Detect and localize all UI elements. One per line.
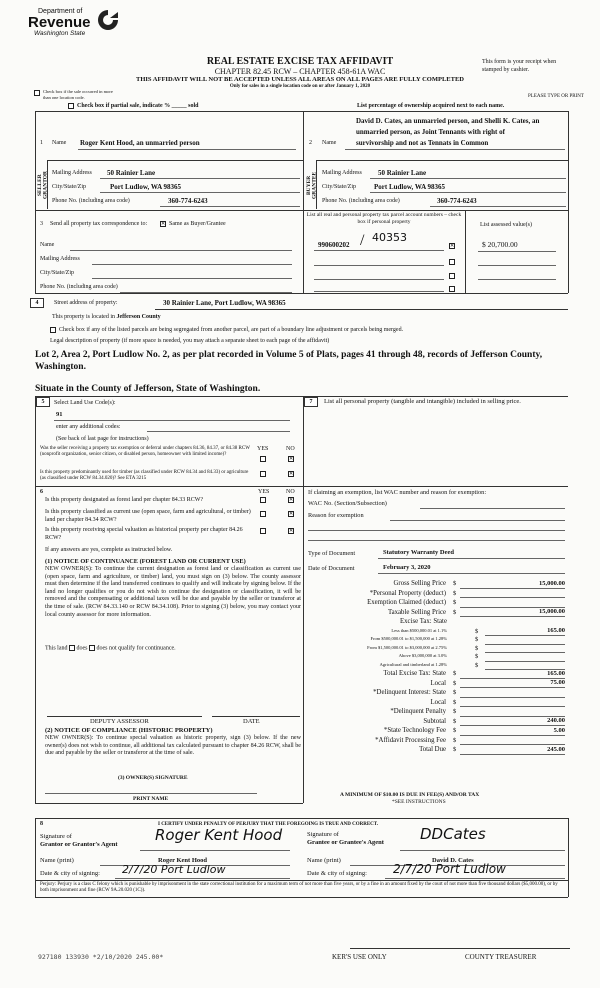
chapter: CHAPTER 82.45 RCW – CHAPTER 458-61A WAC: [214, 67, 386, 76]
sec6-q2-yes[interactable]: [260, 511, 266, 517]
currency-sign: $: [453, 708, 457, 715]
buyer-grantee-label: BUYER GRANTEE: [306, 171, 318, 199]
personal-property-label: List all personal property (tangible and intangible) included in selling price.: [324, 398, 521, 405]
currency-sign: $: [453, 589, 457, 597]
seller-phone-label: Phone No. (including area code): [52, 198, 130, 204]
buyer-mailing[interactable]: 50 Rainier Lane: [378, 169, 427, 177]
section-6-number: 6: [40, 489, 43, 495]
tax-row-label: *Delinquent Interest: State: [373, 689, 446, 696]
buyer-name-line-2[interactable]: unmarried person, as Joint Tennants with right of: [356, 128, 505, 136]
county-line: [52, 314, 161, 321]
warning: THIS AFFIDAVIT WILL NOT BE ACCEPTED UNLESS ALL AREAS ON ALL PAGES ARE FULLY COMPLETED: [136, 76, 464, 83]
sec6-q1-yes[interactable]: [260, 497, 266, 503]
seller-grantor-label: SELLER GRANTOR: [37, 171, 49, 200]
street-address-label: Street address of property:: [54, 300, 118, 306]
only-for: Only for sales in a single location code on or after January 1, 2020: [229, 84, 371, 89]
tax-row-line: [485, 661, 565, 662]
legal-description-line-2[interactable]: Washington.: [35, 362, 86, 372]
sec3-mailing-label: Mailing Address: [40, 256, 80, 262]
tax-row-line: [460, 725, 565, 726]
county-prefix: This property is located in: [52, 314, 115, 320]
tax-row-line: [460, 597, 565, 598]
seller-mailing[interactable]: 50 Rainier Lane: [107, 169, 156, 177]
tax-row-line: [485, 644, 565, 645]
dor-logo: [28, 8, 91, 38]
see-instructions: *SEE INSTRUCTIONS: [392, 799, 446, 805]
grantee-sig-label-1: Signature of: [307, 831, 339, 838]
does-label: does: [76, 645, 88, 652]
does-not-label: does not qualify for continuance.: [96, 645, 176, 652]
logo-dept: Department of: [38, 8, 83, 15]
tax-row-label: From $500,000.01 to $1,500,000 at 1.28%: [370, 636, 447, 641]
seller-name[interactable]: Roger Kent Hood, an unmarried person: [80, 139, 200, 147]
tax-row-label: *Personal Property (deduct): [369, 589, 446, 597]
land-use-code[interactable]: 91: [56, 411, 63, 418]
tax-row-label: Agricultural and timberland at 1.28%: [379, 661, 447, 667]
tax-row-line: [460, 588, 565, 589]
sec6-question-1: Is this property designated as forest land per chapter 84.33 RCW?: [45, 497, 204, 503]
grantor-date-city[interactable]: 2/7/20 Port Ludlow: [122, 863, 226, 876]
does-not-qualify-checkbox[interactable]: [89, 645, 95, 651]
tax-row-label: *Affidavit Processing Fee: [375, 736, 446, 744]
tax-row-label: Exemption Claimed (deduct): [367, 599, 446, 606]
reason-label: Reason for exemption: [308, 512, 364, 519]
minimum-note: A MINIMUM OF $10.00 IS DUE IN FEE(S) AND/OR TAX: [340, 792, 480, 798]
grantee-date-label: Date & city of signing:: [307, 870, 367, 877]
logo-name: Revenue: [28, 14, 91, 32]
tax-row-label: Excise Tax: State: [400, 618, 447, 625]
tax-row-label: Less than $500,000.01 at 1.1%: [391, 627, 447, 633]
sec5-q1-yes[interactable]: [260, 456, 266, 462]
parcel-handwritten-1: 40353: [372, 231, 407, 244]
notice-compliance-title: (2) NOTICE OF COMPLIANCE (HISTORIC PROPERTY): [45, 727, 213, 734]
tax-row-label: Taxable Selling Price: [387, 608, 446, 616]
please-type: PLEASE TYPE OR PRINT: [528, 94, 584, 99]
sec6-no-header: NO: [286, 489, 295, 495]
currency-sign: $: [453, 698, 457, 706]
grantor-name-print[interactable]: Roger Kent Hood: [158, 857, 207, 864]
currency-sign: $: [453, 717, 457, 725]
segregate-label: Check box if any of the listed parcels are being segregated from another parcel, are part of a boundary line adjustment or parcels being merged.: [59, 327, 404, 333]
tax-row-line: [460, 706, 565, 707]
section-4-number: 4: [30, 298, 44, 308]
personal-property-checkbox-1[interactable]: [449, 243, 455, 249]
certify-statement: I CERTIFY UNDER PENALTY OF PERJURY THAT THE FOREGOING IS TRUE AND CORRECT.: [158, 822, 379, 827]
tax-row-value[interactable]: 165.00: [547, 627, 565, 634]
currency-sign: $: [453, 670, 457, 677]
additional-codes-label: enter any additional codes:: [56, 424, 121, 430]
sec3-name-label: Name: [40, 242, 55, 248]
currency-sign: $: [453, 727, 457, 734]
personal-property-checkbox-3[interactable]: [449, 273, 455, 279]
section-7-number: 7: [304, 397, 318, 407]
deputy-assessor-label: DEPUTY ASSESSOR: [90, 718, 149, 725]
seller-name-label: Name: [52, 140, 67, 146]
section-3-number: 3: [40, 221, 43, 227]
wac-label: WAC No. (Section/Subsection): [308, 500, 387, 507]
grantee-name-print[interactable]: David D. Cates: [432, 857, 474, 864]
buyer-name-line-1[interactable]: David D. Cates, an unmarried person, and Shelli K. Cates, an: [356, 117, 540, 125]
logo-state: Washington State: [34, 30, 86, 38]
multi-location-label: Check box if the sale occurred in more than one location code.: [43, 89, 113, 100]
sec5-q1-no[interactable]: [288, 456, 294, 462]
tax-row-line: [485, 635, 565, 636]
personal-property-checkbox-4[interactable]: [449, 286, 455, 292]
currency-sign: $: [475, 661, 479, 669]
see-back: (See back of last page for instructions): [56, 436, 149, 442]
buyer-name-label: Name: [322, 140, 337, 146]
perjury-note: Perjury: Perjury is a class C felony which is punishable by imprisonment in the state correctional institution for a maximum term of not more than five years, or by a fine in an amount fixed by the court of not more than five thousand dollars ($5,000.00), or by both imprisonment and fine (RCW 9A.20.020 (1C)).: [40, 882, 558, 894]
section-2-number: 2: [309, 140, 312, 146]
list-pct-label: List percentage of ownership acquired next to each name.: [357, 103, 505, 109]
currency-sign: $: [453, 608, 457, 616]
use-only-label: KER'S USE ONLY: [332, 953, 387, 961]
currency-sign: $: [453, 580, 457, 587]
street-address[interactable]: 30 Rainier Lane, Port Ludlow, WA 98365: [163, 299, 286, 307]
legal-description-line-1[interactable]: Lot 2, Area 2, Port Ludlow No. 2, as per plat recorded in Volume 5 of Plats, pages 41 through 48, records of Jefferson County,: [35, 350, 543, 360]
seller-city[interactable]: Port Ludlow, WA 98365: [110, 183, 182, 191]
doc-type-label: Type of Document: [308, 550, 356, 557]
sec5-q2-yes[interactable]: [260, 471, 266, 477]
tax-row-line: [460, 697, 565, 698]
tax-row-label: Local: [430, 679, 446, 687]
buyer-name-line-3[interactable]: survivorship and not as Tennats in Common: [356, 139, 489, 147]
grantor-name-label: Name (print): [40, 857, 74, 864]
sec3-phone-label: Phone No. (including area code): [40, 284, 118, 290]
currency-sign: $: [475, 636, 479, 643]
sec3-city-label: City/State/Zip: [40, 270, 74, 276]
parcel-header: List all real and personal property tax parcel account numbers – check box if personal property: [306, 212, 462, 225]
tax-row-label: *Delinquent Penalty: [390, 708, 446, 715]
grantor-signature[interactable]: Roger Kent Hood: [155, 826, 283, 844]
sec6-q3-no[interactable]: [288, 528, 294, 534]
tax-row-label: Subtotal: [423, 717, 446, 725]
sec6-q2-no[interactable]: [288, 511, 294, 517]
currency-sign: $: [475, 644, 479, 652]
currency-sign: $: [475, 653, 479, 660]
grantor-date-label: Date & city of signing:: [40, 870, 100, 877]
land-qualify-line: [45, 645, 176, 652]
tax-row-value[interactable]: 245.00: [547, 745, 565, 753]
sec6-yes-header: YES: [258, 489, 270, 495]
tax-row-value[interactable]: 5.00: [553, 726, 565, 734]
tax-row-label: Gross Selling Price: [393, 580, 446, 587]
date-label: DATE: [243, 718, 260, 725]
parcel-number-1[interactable]: 990600202: [318, 241, 350, 249]
seller-phone[interactable]: 360-774-6243: [168, 197, 208, 205]
buyer-city-label: City/State/Zip: [322, 184, 356, 190]
buyer-mailing-label: Mailing Address: [322, 170, 362, 176]
currency-sign: $: [453, 599, 457, 606]
tax-row-label: Total Excise Tax: State: [383, 670, 446, 677]
legal-label: Legal description of property (if more space is needed, you may attach a separate sheet to each page of the affidavit): [50, 338, 330, 344]
buyer-phone-label: Phone No. (including area code): [322, 198, 400, 204]
exemption-label: If claiming an exemption, list WAC number and reason for exemption:: [308, 489, 487, 496]
tax-row-line: [460, 678, 565, 679]
tax-row-label: From $1,500,000.01 to $3,000,000 at 2.75%: [367, 644, 447, 650]
land-prefix: This land: [45, 645, 68, 652]
assessed-header: List assessed value(s): [480, 222, 532, 228]
grantee-sig-label-2: Grantee or Grantee's Agent: [307, 839, 384, 846]
tax-row-label: Local: [430, 698, 446, 706]
no-header: NO: [286, 446, 295, 452]
seller-mailing-label: Mailing Address: [52, 170, 92, 176]
print-name-label: PRINT NAME: [133, 796, 169, 802]
if-yes-note: If any answers are yes, complete as instructed below.: [45, 547, 173, 553]
grantee-signature[interactable]: DDCates: [420, 825, 486, 843]
currency-sign: $: [453, 689, 457, 696]
section-8-number: 8: [40, 821, 43, 827]
currency-sign: $: [453, 746, 457, 753]
assessed-value-1[interactable]: $ 20,700.00: [482, 240, 518, 249]
sec6-q3-yes[interactable]: [260, 528, 266, 534]
situate-line[interactable]: Situate in the County of Jefferson, State of Washington.: [35, 384, 261, 394]
buyer-phone[interactable]: 360-774-6243: [437, 197, 477, 205]
currency-sign: $: [475, 627, 479, 635]
same-as-buyer-checkbox[interactable]: [160, 221, 166, 227]
tax-row-line: [485, 652, 565, 653]
sec6-q1-no[interactable]: [288, 497, 294, 503]
tax-row-label: Total Due: [419, 746, 446, 753]
tax-row-line: [460, 735, 565, 736]
section-5-number: 5: [36, 397, 50, 407]
parcel-slash: /: [360, 232, 365, 249]
tax-row-value[interactable]: 240.00: [547, 717, 565, 724]
yes-header: YES: [257, 446, 269, 452]
notice-continuance-title: (1) NOTICE OF CONTINUANCE (FOREST LAND OR CURRENT USE): [45, 558, 246, 565]
segregate-checkbox[interactable]: [50, 327, 56, 333]
doc-date-label: Date of Document: [308, 565, 355, 572]
partial-sale-label: Check box if partial sale, indicate % _____ sold: [77, 103, 199, 109]
tax-row-label: *State Technology Fee: [383, 727, 446, 734]
doc-date[interactable]: February 3, 2020: [383, 564, 431, 571]
sec5-q2-no[interactable]: [288, 471, 294, 477]
owner-signature-label: (3) OWNER(S) SIGNATURE: [118, 775, 188, 781]
tax-row-value[interactable]: 15,000.00: [539, 579, 565, 587]
county-treasurer-label: COUNTY TREASURER: [465, 953, 537, 961]
logo-swirl-icon: [96, 8, 120, 32]
seller-city-label: City/State/Zip: [52, 184, 86, 190]
sec5-question-1: Was the seller receiving a property tax exemption or deferral under chapters 84.36, 84.37, or 84.38 RCW (nonprofit organization, senior citizen, or disabled person, homeowner with limited income)?: [40, 446, 250, 458]
tax-row-value[interactable]: 15,000.00: [539, 608, 565, 615]
notice-compliance-body: NEW OWNER(S): To continue special valuation as historic property, sign (3) below. If the new owner(s) does not wish to continue, all additional tax calculated pursuant to chapter 84.26 RCW, shall be due and payable by the seller or transferor at the time of sale.: [45, 735, 301, 757]
form-title: REAL ESTATE EXCISE TAX AFFIDAVIT: [206, 56, 394, 67]
tax-row-line: [460, 754, 565, 755]
county: Jefferson County: [116, 314, 161, 320]
partial-sale-checkbox[interactable]: [68, 103, 74, 109]
tax-row-line: [460, 687, 565, 688]
grantee-date-city[interactable]: 2/7/20 Port Ludlow: [393, 862, 506, 876]
tax-row-line: [460, 616, 565, 617]
same-as-buyer-label: Same as Buyer/Grantee: [169, 221, 226, 227]
sec3-label: Send all property tax correspondence to:: [50, 221, 148, 227]
cashier-stamp: 927180 133930 *2/10/2020 245.00*: [38, 953, 164, 961]
doc-type[interactable]: Statutory Warranty Deed: [383, 549, 455, 556]
land-use-label: Select Land Use Code(s):: [54, 400, 116, 406]
currency-sign: $: [453, 736, 457, 744]
currency-sign: $: [453, 679, 457, 687]
multi-location-checkbox[interactable]: [34, 90, 40, 96]
sec6-question-3: Is this property receiving special valuation as historical property per chapter 84.26 RCW?: [45, 527, 243, 541]
buyer-city[interactable]: Port Ludlow, WA 98365: [374, 183, 446, 191]
sec5-question-2: Is this property predominantly used for timber (as classified under RCW 84.34 and 84.33) or agriculture (as classified under RCW 84.34.020)? See ETA 3215: [40, 470, 249, 482]
does-qualify-checkbox[interactable]: [69, 645, 75, 651]
tax-row-value[interactable]: 75.00: [550, 679, 565, 686]
personal-property-checkbox-2[interactable]: [449, 259, 455, 265]
grantee-name-label: Name (print): [307, 857, 341, 864]
notice-continuance-body: NEW OWNER(S): To continue the current designation as forest land or classification as current use (open space, farm and agriculture, or timber) land, you must sign on (3) below. The county assessor must then determine if the land transferred continues to qualify and will indicate by signing below. If the land no longer qualifies or you do not wish to continue the designation or classification, it will be removed and the compensating or additional taxes will be due and payable by the seller or transferor at the time of sale. (RCW 84.33.140 or RCW 84.34.108). Prior to signing (3) below, you may contact your local county assessor for more information.: [45, 566, 301, 618]
sec6-question-2: Is this property classified as current use (open space, farm and agricultural, or timber) land per chapter 84.34 RCW?: [45, 509, 251, 523]
tax-row-label: Above $3,000,000 at 3.0%: [398, 653, 447, 658]
tax-row-value[interactable]: 165.00: [547, 669, 565, 677]
receipt-note: This form is your receipt when stamped by cashier.: [482, 59, 557, 73]
grantor-sig-label-1: Signature of: [40, 833, 72, 840]
section-1-number: 1: [40, 140, 43, 146]
grantor-sig-label-2: Grantor or Grantor's Agent: [40, 841, 118, 848]
